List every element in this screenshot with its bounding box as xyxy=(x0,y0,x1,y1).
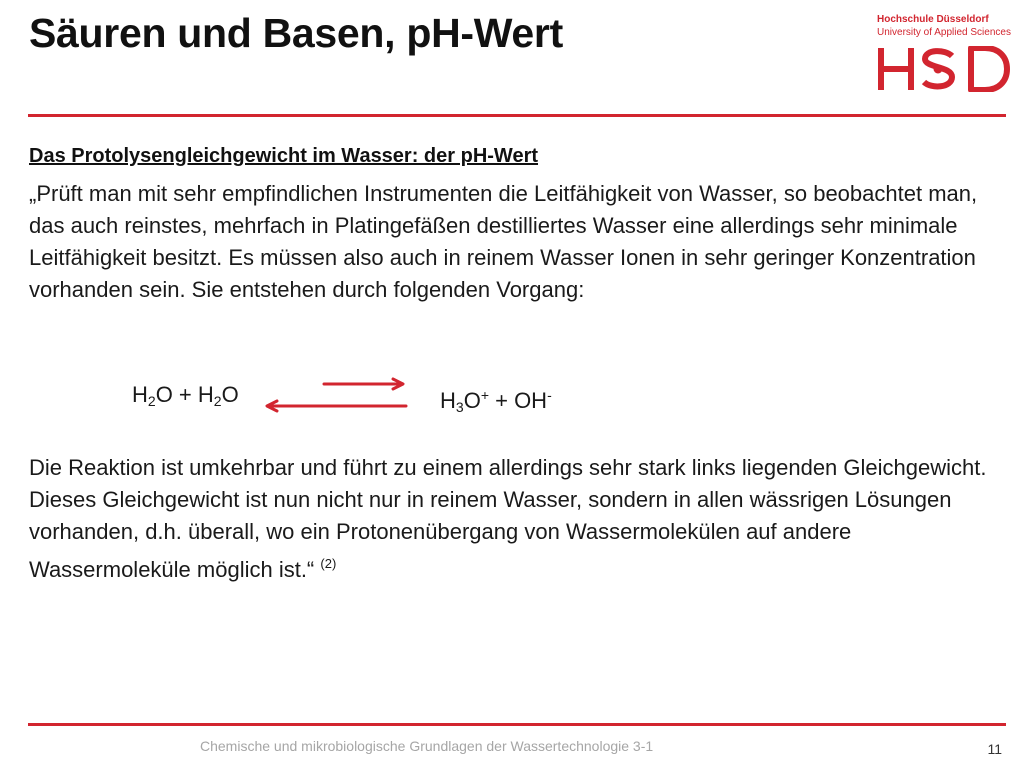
page-number: 11 xyxy=(987,741,1002,757)
footer-course-title: Chemische und mikrobiologische Grundlagen der Wassertechnologie 3-1 xyxy=(200,738,654,754)
header-divider xyxy=(28,114,1006,117)
equation-products: $H_3O^+ + OH^-$ xyxy=(440,387,552,415)
hsd-logo xyxy=(877,10,1013,100)
hsd-logo-mark xyxy=(877,46,1013,92)
footer-divider xyxy=(28,723,1006,726)
slide-title: Säuren und Basen, pH-Wert xyxy=(29,10,563,56)
footnote-reference: (2) xyxy=(320,556,337,571)
equilibrium-arrows-icon xyxy=(262,376,412,416)
section-heading: Das Protolysengleichgewicht im Wasser: der pH-Wert xyxy=(29,145,539,167)
reaction-paragraph xyxy=(29,452,989,586)
logo-university-name: Hochschule Düsseldorf xyxy=(877,14,989,25)
logo-university-subtitle: University of Applied Sciences xyxy=(877,27,1011,38)
quote-paragraph: „Prüft man mit sehr empfindlichen Instrumenten die Leitfähigkeit von Wasser, so beobachtet man, das auch reinstes, mehrfach in Platingefäßen destilliertes Wasser eine allerdings sehr minimale Leitfähigkeit besitzt. Es müssen also auch in reinem Wasser Ionen in sehr geringer Konzentration vorhanden sein. Sie entstehen durch folgenden Vorgang: xyxy=(29,181,978,302)
equation-reactants: $H_2O + H_2O$ xyxy=(132,382,239,409)
reaction-text: Die Reaktion ist umkehrbar und führt zu einem allerdings sehr stark links liegenden Gleichgewicht. Dieses Gleichgewicht ist nun nicht nur in reinem Wasser, sondern in allen wässrigen Lösungen vorhanden, d.h. überall, wo ein Protonenübergang von Wassermolekülen auf andere Wassermoleküle möglich ist.“ xyxy=(29,455,987,582)
